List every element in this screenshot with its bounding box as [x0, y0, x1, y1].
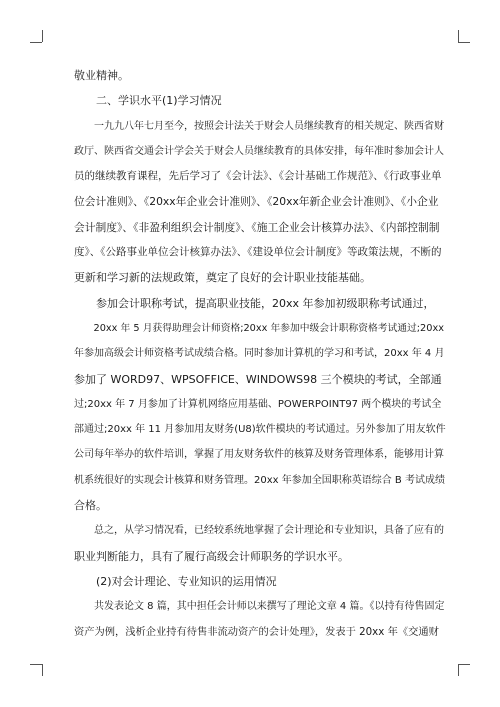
text-line: 共发表论文 8 篇，其中担任会计师以来撰写了理论文章 4 篇。《以持有待售固定: [74, 601, 445, 613]
text-line: 位会计准则》、《20xx年企业会计准则》、《20xx年新企业会计准则》、《小企业: [74, 195, 439, 209]
text-line: 更新和学习新的法规政策，奠定了良好的会计职业技能基础。: [74, 271, 371, 285]
text-line: 过;20xx 年 7 月参加了计算机网络应用基础、POWERPOINT97 两个模块的考试全: [74, 398, 442, 410]
text-line: 度》、《公路事业单位会计核算办法》、《建设单位会计制度》等政策法规，不断的: [74, 246, 442, 259]
text-line: 参加会计职称考试，提高职业技能，20xx 年参加初级职称考试通过，: [74, 296, 435, 310]
document-body: [74, 63, 446, 645]
text-line: 总之，从学习情况看，已经较系统地掌握了会计理论和专业知识，具备了应有的: [74, 525, 444, 537]
section-heading: (2)对会计理论、专业知识的运用情况: [74, 574, 277, 588]
text-line: 一九九八年七月至今，按照会计法关于财会人员继续教育的相关规定、陕西省财: [74, 120, 444, 132]
section-heading: 二、学识水平(1)学习情况: [74, 94, 222, 108]
text-line: 公司每年举办的软件培训，掌握了用友财务软件的核算及财务管理体系，能够用计算: [74, 449, 444, 461]
text-line: 机系统很好的实现会计核算和财务管理。20xx 年参加全国职称英语综合 B 考试成绩: [74, 474, 445, 486]
text-line: 20xx 年 5 月获得助理会计师资格;20xx 年参加中级会计职称资格考试通过;20xx: [74, 322, 445, 334]
text-line: 部通过;20xx 年 11 月参加用友财务(U8)软件模块的考试通过。另外参加了用友软件: [74, 424, 446, 436]
text-line: 会计制度》、《非盈利组织会计制度》、《施工企业会计核算办法》、《内部控制制: [74, 220, 440, 234]
text-line: 年参加高级会计师资格考试成绩合格。同时参加计算机的学习和考试，20xx 年 4 月: [74, 348, 445, 360]
text-line: 资产为例，浅析企业持有待售非流动资产的会计处理》，发表于 20xx 年《交通财: [74, 625, 439, 638]
text-line: 政厅、陕西省交通会计学会关于财会人员继续教育的具体安排，每年准时参加会计人: [74, 145, 444, 157]
text-line: 参加了 WORD97、WPSOFFICE、WINDOWS98 三个模块的考试，全部通: [74, 372, 442, 386]
text-line: 合格。: [74, 499, 107, 513]
text-line: 职业判断能力，具有了履行高级会计师职务的学识水平。: [74, 549, 349, 563]
text-line: 敬业精神。: [74, 69, 129, 82]
text-line: 员的继续教育课程，先后学习了《会计法》、《会计基础工作规范》、《行政事业单: [74, 170, 442, 183]
